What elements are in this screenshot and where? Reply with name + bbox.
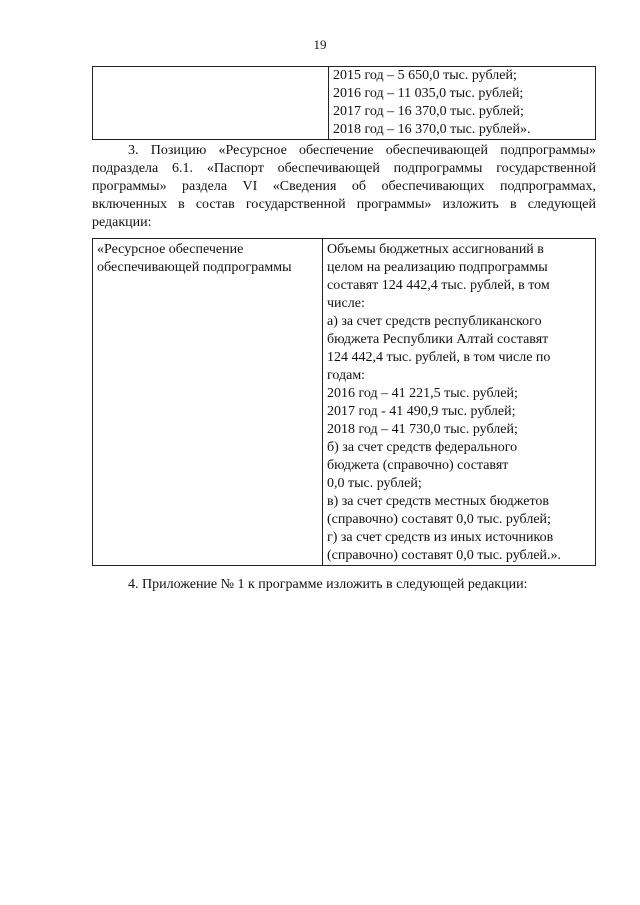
- content-line: целом на реализацию подпрограммы: [327, 260, 548, 275]
- content-line: годам:: [327, 368, 366, 383]
- content-line: г) за счет средств из иных источников: [327, 530, 554, 545]
- content-line: в) за счет средств местных бюджетов: [327, 494, 550, 509]
- paragraph-3: [92, 142, 596, 232]
- year-line: 2015 год – 5 650,0 тыс. рублей;: [333, 68, 517, 83]
- table-row: [93, 67, 596, 140]
- heading-line: обеспечивающей подпрограммы: [97, 260, 292, 275]
- year-line: 2018 год – 16 370,0 тыс. рублей».: [333, 122, 531, 137]
- paragraph-line: 3. Позицию «Ресурсное обеспечение обеспечивающей подпрограммы»: [128, 143, 596, 158]
- paragraph-4: 4. Приложение № 1 к программе изложить в следующей редакции:: [128, 577, 528, 592]
- table-row: [93, 239, 596, 566]
- content-line: числе:: [327, 296, 365, 311]
- content-line: (справочно) составят 0,0 тыс. рублей.».: [327, 548, 562, 563]
- content-line: б) за счет средств федерального: [327, 440, 518, 455]
- content-line: 2016 год – 41 221,5 тыс. рублей;: [327, 386, 518, 401]
- year-line: 2017 год – 16 370,0 тыс. рублей;: [333, 104, 524, 119]
- table-cell-empty: [93, 67, 329, 140]
- content-line: 2018 год – 41 730,0 тыс. рублей;: [327, 422, 518, 437]
- paragraph-line: редакции:: [92, 215, 152, 230]
- resource-support-table: [92, 238, 596, 566]
- content-line: 2017 год - 41 490,9 тыс. рублей;: [327, 404, 516, 419]
- table-cell-content: [323, 239, 596, 566]
- funding-years-table: [92, 66, 596, 140]
- content-line: (справочно) составят 0,0 тыс. рублей;: [327, 512, 551, 527]
- content-line: составят 124 442,4 тыс. рублей, в том: [327, 278, 550, 293]
- heading-line: «Ресурсное обеспечение: [97, 242, 244, 257]
- paragraph-line: подраздела 6.1. «Паспорт обеспечивающей подпрограммы государственной: [92, 161, 596, 176]
- page-number: 19: [313, 37, 327, 52]
- content-line: бюджета (справочно) составят: [327, 458, 509, 473]
- table-cell-heading: [93, 239, 323, 566]
- content-line: а) за счет средств республиканского: [327, 314, 542, 329]
- content-line: Объемы бюджетных ассигнований в: [327, 242, 544, 257]
- content-line: 124 442,4 тыс. рублей, в том числе по: [327, 350, 551, 365]
- paragraph-line: включенных в состав государственной программы» изложить в следующей: [92, 197, 596, 212]
- year-line: 2016 год – 11 035,0 тыс. рублей;: [333, 86, 524, 101]
- table-cell-years: [329, 67, 596, 140]
- paragraph-line: программы» раздела VI «Сведения об обеспечивающих подпрограммах,: [92, 179, 596, 194]
- content-line: бюджета Республики Алтай составят: [327, 332, 549, 347]
- content-line: 0,0 тыс. рублей;: [327, 476, 422, 491]
